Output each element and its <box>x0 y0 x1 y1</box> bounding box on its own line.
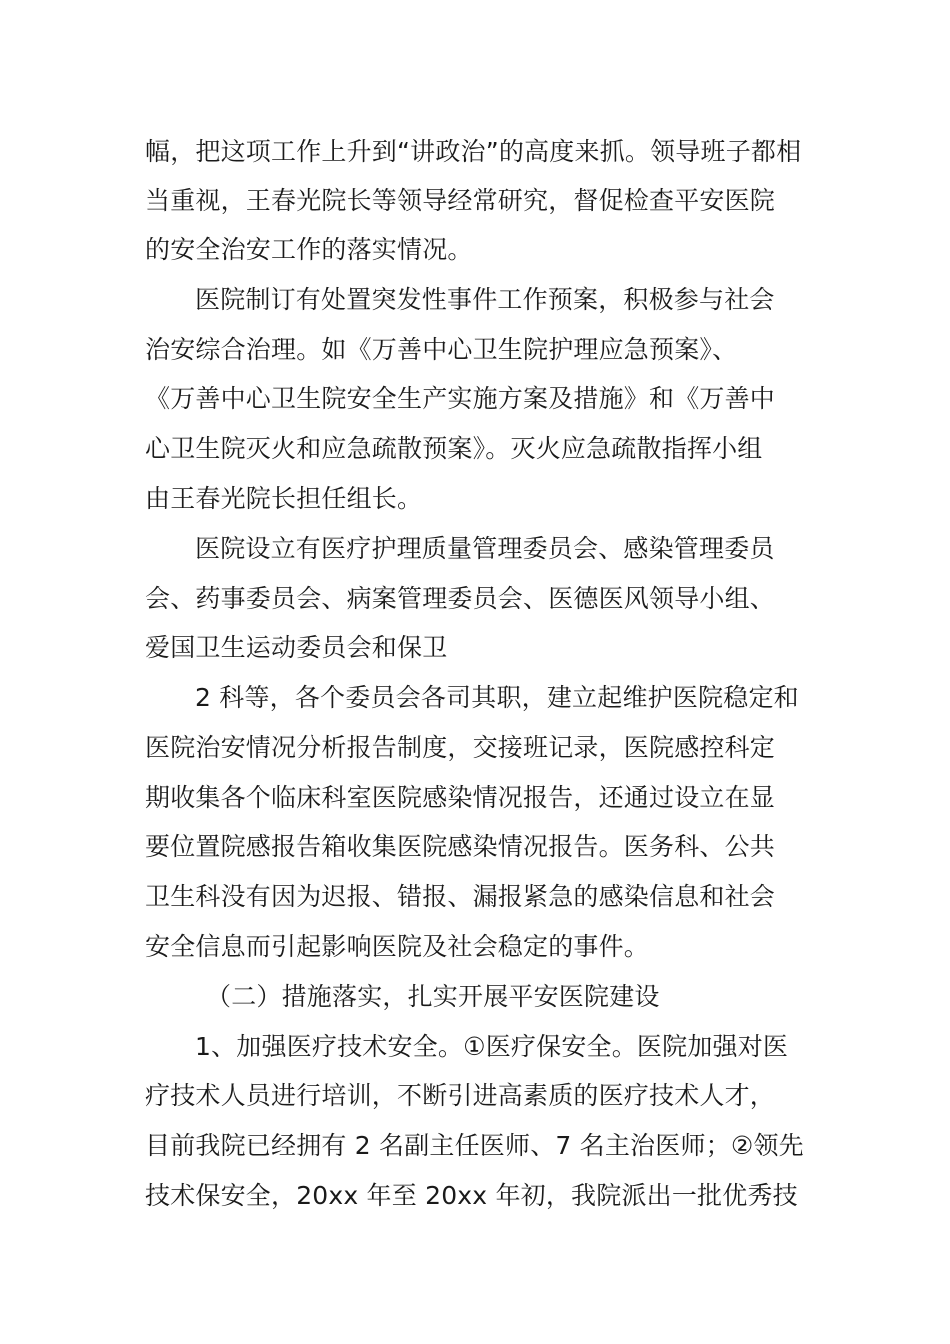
text-line-3: 的安全治安工作的落实情况。 <box>145 235 473 264</box>
text-line-5: 治安综合治理。如《万善中心卫生院护理应急预案》、 <box>145 335 738 364</box>
text-line-17: 安全信息而引起影响医院及社会稳定的事件。 <box>145 932 650 961</box>
text-line-1: 幅，把这项工作上升到“讲政治”的高度来抓。领导班子都相 <box>145 137 802 166</box>
text-line-8: 由王春光院长担任组长。 <box>145 484 423 513</box>
text-line-20: 疗技术人员进行培训，不断引进高素质的医疗技术人才， <box>145 1081 776 1110</box>
text-line-19: 1、加强医疗技术安全。①医疗保安全。医院加强对医 <box>195 1032 789 1061</box>
text-line-22: 技术保安全，20xx 年至 20xx 年初，我院派出一批优秀技 <box>145 1181 798 1210</box>
text-line-15: 要位置院感报告箱收集医院感染情况报告。医务科、公共 <box>145 832 776 861</box>
text-line-7: 心卫生院灭火和应急疏散预案》。灭火应急疏散指挥小组 <box>145 434 763 463</box>
text-line-9: 医院设立有医疗护理质量管理委员会、感染管理委员 <box>195 534 775 563</box>
text-line-12: 2 科等，各个委员会各司其职，建立起维护医院稳定和 <box>195 683 799 712</box>
text-line-13: 医院治安情况分析报告制度，交接班记录，医院感控科定 <box>145 733 776 762</box>
text-line-14: 期收集各个临床科室医院感染情况报告，还通过设立在显 <box>145 783 776 812</box>
text-line-21: 目前我院已经拥有 2 名副主任医师、7 名主治医师；②领先 <box>145 1131 804 1160</box>
text-line-11: 爱国卫生运动委员会和保卫 <box>145 633 448 662</box>
text-line-4: 医院制订有处置突发性事件工作预案，积极参与社会 <box>195 285 775 314</box>
text-line-2: 当重视，王春光院长等领导经常研究，督促检查平安医院 <box>145 186 776 215</box>
text-line-6: 《万善中心卫生院安全生产实施方案及措施》和《万善中 <box>145 384 776 413</box>
text-line-16: 卫生科没有因为迟报、错报、漏报紧急的感染信息和社会 <box>145 882 776 911</box>
text-line-10: 会、药事委员会、病案管理委员会、医德医风领导小组、 <box>145 584 776 613</box>
section-heading: （二）措施落实，扎实开展平安医院建设 <box>206 982 660 1011</box>
